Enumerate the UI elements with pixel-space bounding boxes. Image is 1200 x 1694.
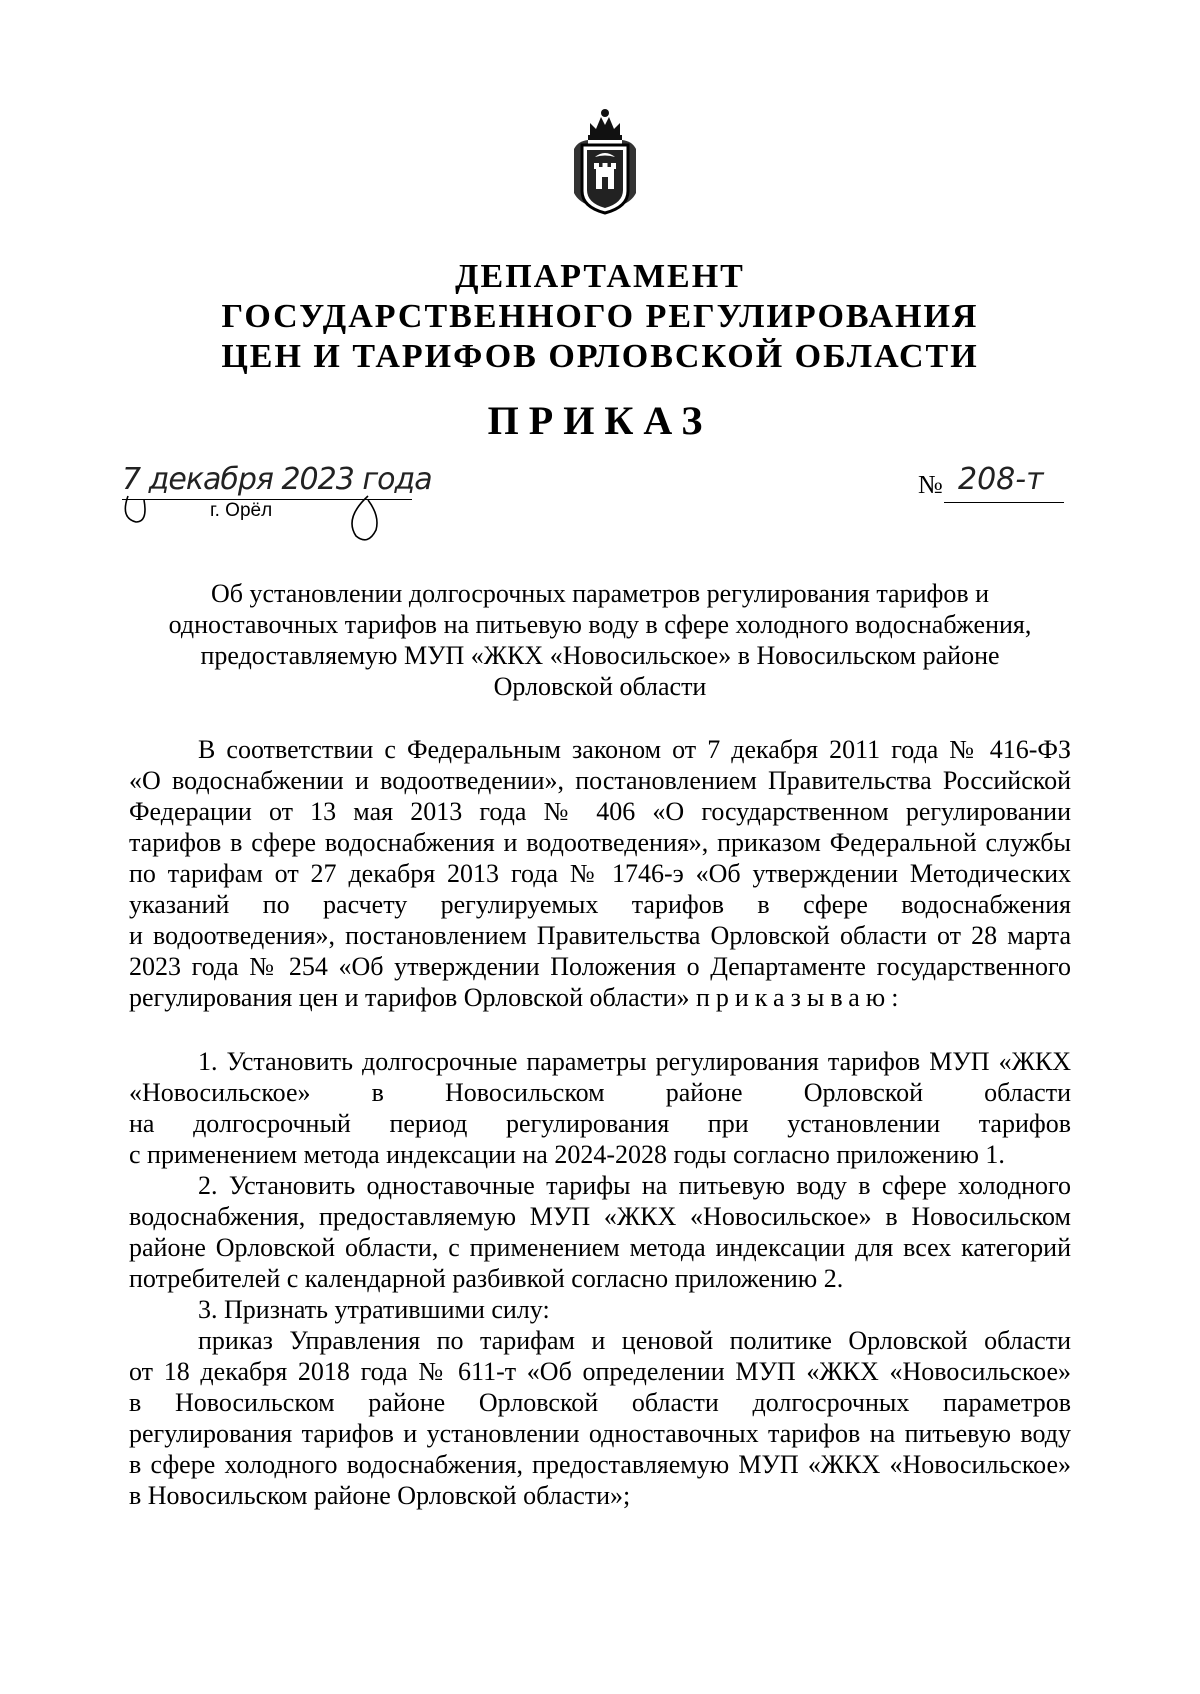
item-line: «Новосильское» в Новосильском районе Орловской области: [129, 1078, 1071, 1107]
item-line: на долгосрочный период регулирования при установлении тарифов: [129, 1109, 1071, 1138]
preamble-line: регулирования цен и тарифов Орловской области»: [129, 983, 690, 1012]
department-line: ЦЕН И ТАРИФОВ ОРЛОВСКОЙ ОБЛАСТИ: [221, 338, 979, 375]
item-line: водоснабжения, предоставляемую МУП «ЖКХ «Новосильское» в Новосильском: [129, 1202, 1071, 1231]
preamble-line: В соответствии с Федеральным законом от 7 декабря 2011 года № 416-ФЗ: [198, 735, 1071, 764]
preamble-last-line: [129, 982, 1071, 1013]
orel-oblast-coat-of-arms-icon: [568, 105, 642, 217]
document-type-title: ПРИКАЗ: [487, 398, 713, 443]
preamble-line: «О водоснабжении и водоотведении», постановлением Правительства Российской: [129, 766, 1071, 795]
subject-line: предоставляемую МУП «ЖКХ «Новосильское» в Новосильском районе: [200, 641, 1000, 670]
item-line: в сфере холодного водоснабжения, предоставляемую МУП «ЖКХ «Новосильское»: [129, 1450, 1071, 1479]
preamble-line: тарифов в сфере водоснабжения и водоотведения», приказом Федеральной службы: [129, 828, 1071, 857]
item-line: 1. Установить долгосрочные параметры регулирования тарифов МУП «ЖКХ: [198, 1047, 1071, 1076]
handwritten-date: 7 декабря 2023 года: [122, 462, 432, 497]
city-label: г. Орёл: [210, 500, 273, 521]
item-2-paragraph: [129, 1170, 1071, 1294]
order-word: приказываю:: [695, 983, 905, 1012]
department-name: [0, 257, 1200, 377]
item-1-paragraph: [129, 1046, 1071, 1170]
department-line: ДЕПАРТАМЕНТ: [455, 258, 745, 295]
item-3-paragraph: [129, 1294, 1071, 1511]
item-line: районе Орловской области, с применением метода индексации для всех категорий: [129, 1233, 1071, 1262]
item-line: с применением метода индексации на 2024-2028 годы согласно приложению 1.: [129, 1140, 1005, 1169]
handwriting-flourish: [118, 492, 418, 552]
item-3-heading: 3. Признать утратившими силу:: [198, 1295, 550, 1324]
item-line: от 18 декабря 2018 года № 611-т «Об определении МУП «ЖКХ «Новосильское»: [129, 1357, 1071, 1386]
subject-line: Орловской области: [493, 672, 707, 701]
item-line: приказ Управления по тарифам и ценовой политике Орловской области: [198, 1326, 1071, 1355]
item-line: регулирования тарифов и установлении одноставочных тарифов на питьевую воду: [129, 1419, 1071, 1448]
subject-line: Об установлении долгосрочных параметров регулирования тарифов и: [210, 579, 990, 608]
document-subject: [130, 578, 1070, 702]
preamble-line: указаний по расчету регулируемых тарифов в сфере водоснабжения: [129, 890, 1071, 919]
preamble-line: 2023 года № 254 «Об утверждении Положения о Департаменте государственного: [129, 952, 1071, 981]
number-label: №: [918, 470, 943, 499]
preamble-line: по тарифам от 27 декабря 2013 года № 1746-э «Об утверждении Методических: [129, 859, 1071, 888]
item-line: в Новосильском районе Орловской области»;: [129, 1481, 631, 1510]
number-underline: [944, 502, 1064, 503]
item-line: в Новосильском районе Орловской области долгосрочных параметров: [129, 1388, 1071, 1417]
preamble-paragraph: [129, 734, 1071, 1013]
preamble-line: и водоотведения», постановлением Правительства Орловской области от 28 марта: [129, 921, 1071, 950]
item-line: потребителей с календарной разбивкой согласно приложению 2.: [129, 1264, 844, 1293]
handwritten-number: 208-т: [958, 462, 1044, 497]
subject-line: одноставочных тарифов на питьевую воду в сфере холодного водоснабжения,: [168, 610, 1032, 639]
department-line: ГОСУДАРСТВЕННОГО РЕГУЛИРОВАНИЯ: [221, 298, 979, 335]
preamble-line: Федерации от 13 мая 2013 года № 406 «О государственном регулировании: [129, 797, 1071, 826]
item-line: 2. Установить одноставочные тарифы на питьевую воду в сфере холодного: [198, 1171, 1071, 1200]
